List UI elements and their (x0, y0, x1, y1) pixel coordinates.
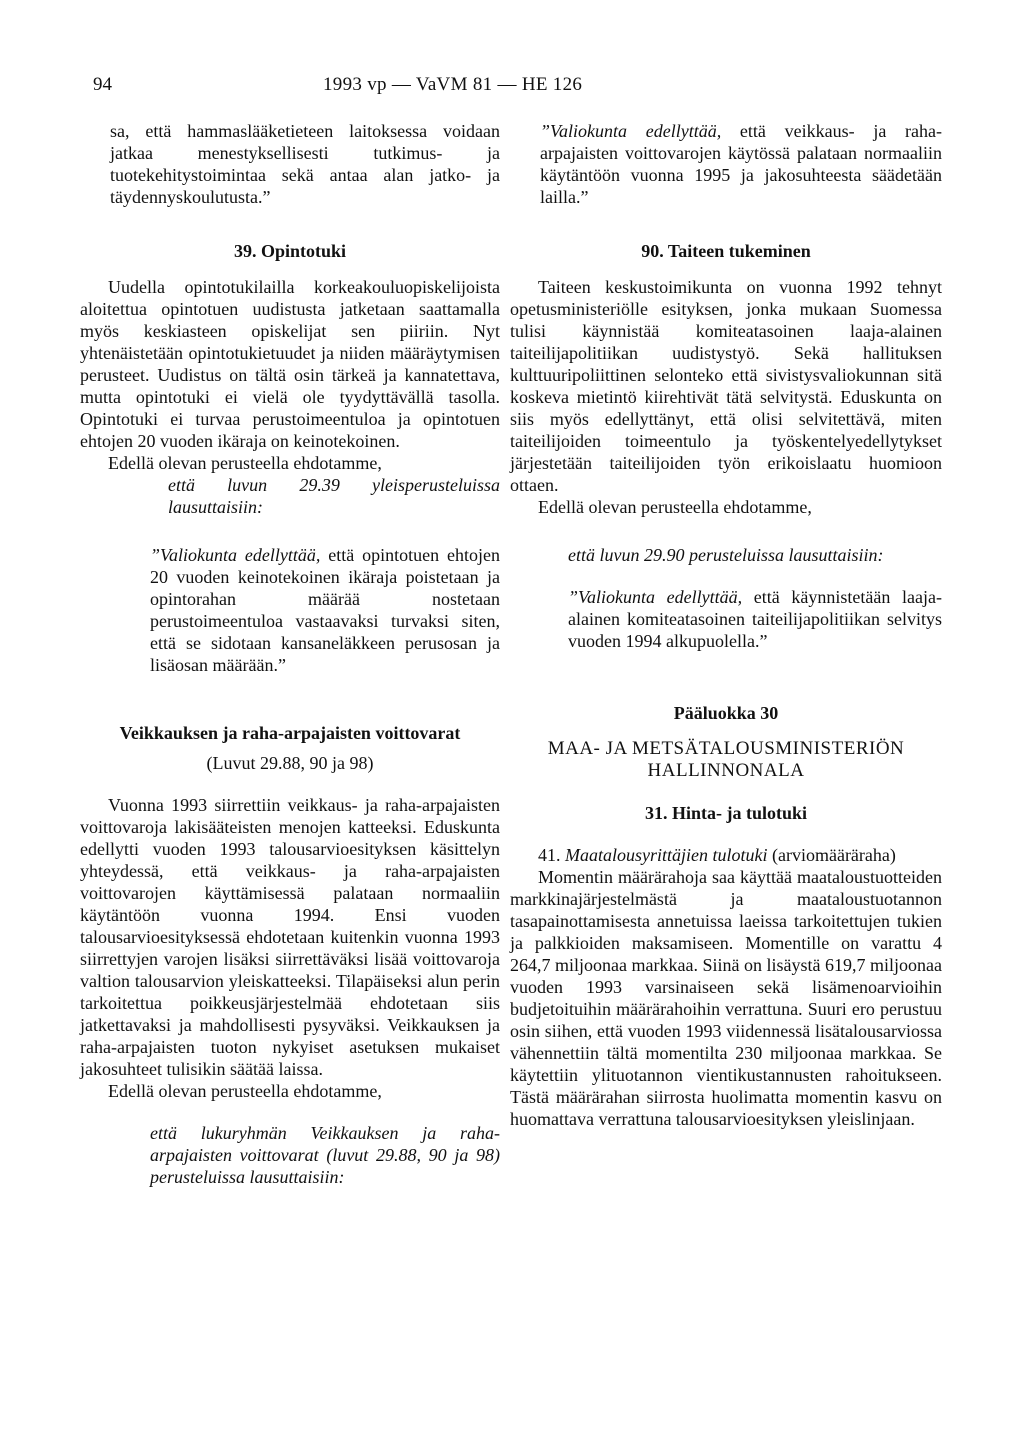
proposal-intro: että luvun 29.39 yleisperusteluissa lausuttaisiin: (168, 475, 500, 517)
quote-lead: ”Valiokunta edellyttää, (540, 121, 722, 141)
paragraph: sa, että hammaslääketieteen laitoksessa voidaan jatkaa menestyksellisesti tutkimus- ja tuotekehitystoimintaa sekä antaa alan jatko- ja täydennyskoulutusta.” (110, 121, 500, 207)
paragraph: Edellä olevan perusteella ehdotamme, (538, 497, 812, 517)
proposal-quote (510, 586, 942, 652)
section-subheading: (Luvut 29.88, 90 ja 98) (206, 753, 374, 773)
section-heading-31: 31. Hinta- ja tulotuki (644, 803, 808, 823)
section-heading-90: 90. Taiteen tukeminen (641, 241, 811, 261)
main-class-heading: Pääluokka 30 (673, 703, 779, 723)
item-title-paragraph (510, 844, 942, 866)
page-number: 94 (93, 74, 112, 95)
paragraph: Edellä olevan perusteella ehdotamme, (108, 1081, 382, 1101)
proposal-intro: että lukuryhmän Veikkauksen ja raha-arpajaisten voittovarat (luvut 29.88, 90 ja 98) perusteluissa lausuttaisiin: (150, 1123, 500, 1187)
section-heading-veikkaus: Veikkauksen ja raha-arpajaisten voittovarat (119, 723, 461, 743)
item-title: Maatalousyrittäjien tulotuki (565, 845, 768, 865)
item-number: 41. (538, 845, 561, 865)
quote-lead: ”Valiokunta edellyttää, (150, 545, 321, 565)
paragraph: Momentin määrärahoja saa käyttää maataloustuotteiden markkinajärjestelmästä ja maataloustuotannon tasapainottamisesta annetuissa laeissa tarkoitettujen tukien ja palkkioiden maksamiseen. Momentille on varattu 4 264,7 miljoonaa markkaa. Siinä on lisäystä 619,7 miljoonaa vuoden 1993 varsinaiseen sekä lisämenoarvioihin budjetoituihin määrärahoihin verrattuna. Suuri ero perustuu osin siihen, että vuoden 1993 viidennessä lisätalousarviossa vähennettiin tältä momentilta 230 miljoonaa markkaa. Se käytettiin ylituotannon vientikustannusten rahoitukseen. Tästä määrärahan siirrosta huolimatta momentin kasvu on huomattava verrattuna talousarvioesityksen yleislinjaan. (510, 867, 942, 1129)
left-column (80, 120, 500, 1188)
ministry-heading: MAA- JA METSÄTALOUSMINISTERIÖN (547, 738, 905, 759)
paragraph: Uudella opintotukilailla korkeakouluopiskelijoista aloitettua opintotuen uudistusta jatketaan saattamalla myös keskiasteen opiskelijat sen piiriin. Nyt yhtenäistetään opintotukietuudet ja niiden määräytymisen perusteet. Uudistus on tältä osin tärkeä ja kannatettava, mutta opintotuki ei vielä ole tyydyttävällä tasolla. Opintotuki ei turvaa perustoimeentuloa ja opintotuen ehtojen 20 vuoden ikäraja on keinotekoinen. (80, 277, 500, 451)
item-title-rest: (arviomääräraha) (767, 845, 896, 865)
proposal-quote (80, 544, 500, 676)
quote-lead: ”Valiokunta edellyttää, (568, 587, 743, 607)
paragraph: Vuonna 1993 siirrettiin veikkaus- ja raha-arpajaisten voittovaroja lakisääteisten menojen katteeksi. Eduskunta edellytti vuoden 1993 talousarvioesityksen käsittelyn yhteydessä, että veikkaus- ja raha-arpajaisten voittovarojen käyttämisessä palataan normaaliin käytäntöön vuonna 1994. Ensi vuoden talousarvioesityksessä ehdotetaan kuitenkin vuonna 1993 siirrettyjen varojen lisäksi siirrettäväksi lisää voittovaroja valtion talousarvion yleiskatteeksi. Tilapäiseksi alun perin tarkoitettua poikkeusjärjestelmää ehdotetaan siis jatkettavaksi ja mahdollisesti pysyväksi. Veikkauksen ja raha-arpajaisten tuoton nykyiset asetuksen mukaiset jakosuhteet tulisikin säätää laissa. (80, 795, 500, 1079)
right-column (510, 120, 942, 1130)
quote-body: että opintotuen ehtojen 20 vuoden keinotekoinen ikäraja poistetaan ja opintorahan määrää nostetaan perustoimeentuloa vastaavaksi turvaksi siten, että se sidotaan kansaneläkkeen perusosan ja lisäosan määrään.” (150, 545, 500, 675)
quote-body: että veikkaus- ja raha-arpajaisten voittovarojen käytössä palataan normaaliin käytäntöön vuonna 1995 ja jakosuhteesta säädetään lailla.” (540, 121, 942, 207)
quote-body: että käynnistetään laaja-alainen komiteatasoinen taiteilijapolitiikan selvitys vuoden 1994 alkupuolella.” (568, 587, 942, 651)
paragraph: Taiteen keskustoimikunta on vuonna 1992 tehnyt opetusministeriölle esityksen, jonka mukaan Suomessa tulisi käynnistää komiteatasoinen laaja-alainen taiteilijapolitiikan uudistystyö. Sekä hallituksen kulttuuripoliittinen selonteko että sivistysvaliokunnan sitä koskeva mietintö kiirehtivät tätä selvitystä. Eduskunta on siis myös edellyttänyt, että olisi selvitettävä, miten taiteilijoiden toimeentulo ja työskentelyedellytykset järjestetään taiteilijoiden työn erikoislaatu huomioon ottaen. (510, 277, 942, 495)
running-title: 1993 vp — VaVM 81 — HE 126 (323, 74, 583, 95)
ministry-heading-line2: HALLINNONALA (647, 760, 805, 781)
section-heading-39: 39. Opintotuki (233, 241, 347, 261)
page-header (93, 74, 953, 104)
proposal-intro: että luvun 29.90 perusteluissa lausuttaisiin: (568, 545, 884, 565)
paragraph: Edellä olevan perusteella ehdotamme, (108, 453, 382, 473)
proposal-quote (510, 120, 942, 208)
